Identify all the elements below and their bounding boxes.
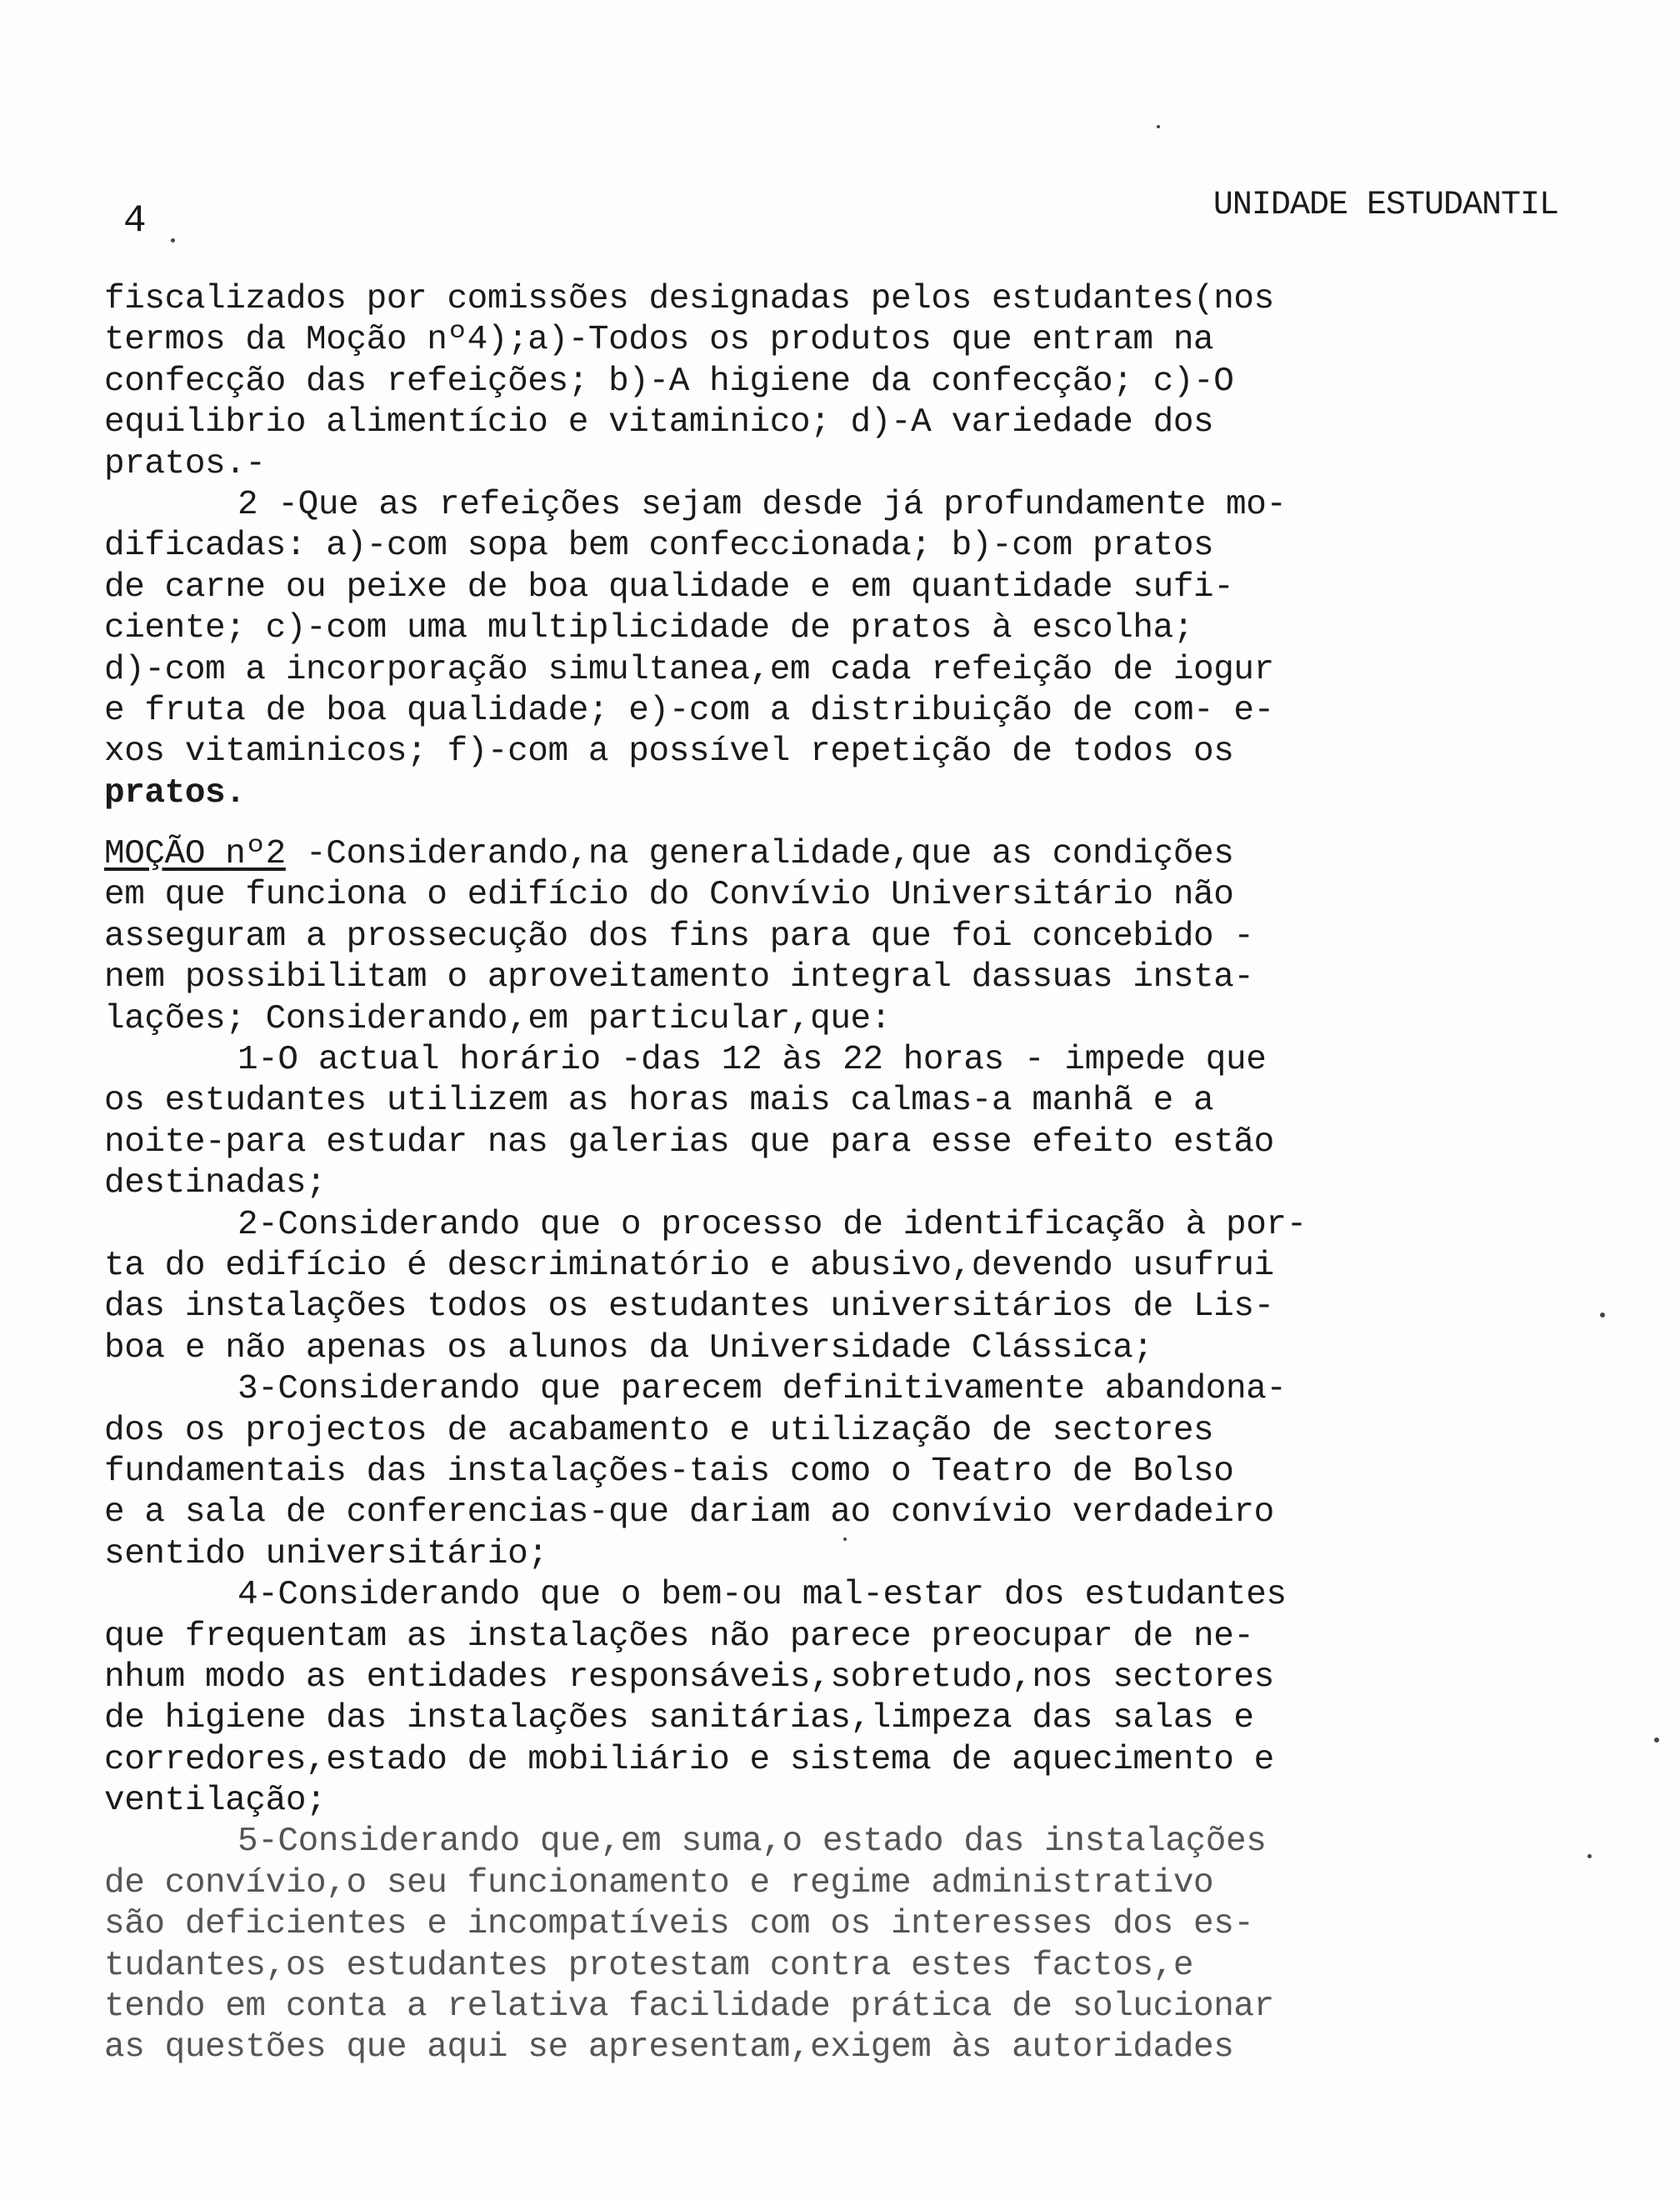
body-text bbox=[104, 279, 1604, 2069]
motion-heading: MOÇÃO nº2 bbox=[104, 835, 286, 874]
text-line: d)-com a incorporação simultanea,em cada refeição de iogur bbox=[104, 650, 1274, 689]
text-line: sentido universitário; bbox=[104, 1534, 548, 1573]
text-line: de convívio,o seu funcionamento e regime administrativo bbox=[104, 1863, 1214, 1902]
text-line: 2 -Que as refeições sejam desde já profundamente mo- bbox=[238, 485, 1287, 524]
text-line: são deficientes e incompatíveis com os interesses dos es- bbox=[104, 1905, 1254, 1944]
text-line: e a sala de conferencias-que dariam ao convívio verdadeiro bbox=[104, 1493, 1274, 1532]
text-line: 5-Considerando que,em suma,o estado das instalações bbox=[238, 1822, 1267, 1862]
text-line: ciente; c)-com uma multiplicidade de pratos à escolha; bbox=[104, 609, 1194, 648]
running-head: UNIDADE ESTUDANTIL bbox=[1212, 187, 1558, 224]
text-line: fundamentais das instalações-tais como o Teatro de Bolso bbox=[104, 1452, 1234, 1491]
scan-speck bbox=[1600, 1312, 1605, 1318]
scan-speck bbox=[843, 1538, 847, 1541]
text-line: 1-O actual horário -das 12 às 22 horas - impede que bbox=[238, 1041, 1267, 1080]
scan-speck bbox=[171, 238, 175, 242]
text-line: que frequentam as instalações não parece preocupar de ne- bbox=[104, 1617, 1254, 1656]
text-line: 2-Considerando que o processo de identificação à por- bbox=[238, 1205, 1307, 1244]
text-line: asseguram a prossecução dos fins para que foi concebido - bbox=[104, 917, 1254, 956]
scan-speck bbox=[1654, 1738, 1659, 1742]
text-line: dificadas: a)-com sopa bem confeccionada; b)-com pratos bbox=[104, 527, 1214, 566]
text-line: as questões que aqui se apresentam,exigem às autoridades bbox=[104, 2028, 1234, 2068]
text-line: corredores,estado de mobiliário e sistema de aquecimento e bbox=[104, 1740, 1274, 1779]
section-continuation bbox=[104, 279, 1604, 814]
text-line: tudantes,os estudantes protestam contra estes factos,e bbox=[104, 1946, 1194, 1985]
text-line: de carne ou peixe de boa qualidade e em quantidade sufi- bbox=[104, 568, 1234, 607]
text-line: nhum modo as entidades responsáveis,sobretudo,nos sectores bbox=[104, 1658, 1274, 1697]
text-line: termos da Moção nº4);a)-Todos os produtos que entram na bbox=[104, 321, 1214, 360]
text-line: os estudantes utilizem as horas mais calmas-a manhã e a bbox=[104, 1082, 1214, 1121]
text-line: destinadas; bbox=[104, 1164, 327, 1203]
text-line: ta do edifício é descriminatório e abusivo,devendo usufrui bbox=[104, 1246, 1274, 1285]
text-line: dos os projectos de acabamento e utilização de sectores bbox=[104, 1411, 1214, 1450]
scan-speck bbox=[1588, 1854, 1592, 1858]
text-line: confecção das refeições; b)-A higiene da confecção; c)-O bbox=[104, 362, 1234, 401]
text-line: xos vitaminicos; f)-com a possível repetição de todos os bbox=[104, 732, 1234, 772]
text-line: lações; Considerando,em particular,que: bbox=[104, 999, 891, 1038]
text-line: 3-Considerando que parecem definitivamente abandona- bbox=[238, 1370, 1287, 1409]
text-line: boa e não apenas os alunos da Universidade Clássica; bbox=[104, 1328, 1153, 1368]
text-line: de higiene das instalações sanitárias,limpeza das salas e bbox=[104, 1699, 1254, 1738]
text-line: das instalações todos os estudantes universitários de Lis- bbox=[104, 1288, 1274, 1327]
text-line: em que funciona o edifício do Convívio Universitário não bbox=[104, 876, 1234, 915]
text-line: pratos.- bbox=[104, 444, 266, 483]
page-header bbox=[0, 0, 1680, 250]
scan-speck bbox=[1157, 125, 1160, 128]
page-number: 4 bbox=[123, 199, 147, 242]
text-line: ventilação; bbox=[104, 1782, 327, 1821]
text-line: equilibrio alimentício e vitaminico; d)-A variedade dos bbox=[104, 403, 1214, 442]
motion-heading-continuation: -Considerando,na generalidade,que as condições bbox=[285, 835, 1234, 874]
text-line: e fruta de boa qualidade; e)-com a distribuição de com- e- bbox=[104, 691, 1274, 730]
text-line: 4-Considerando que o bem-ou mal-estar dos estudantes bbox=[238, 1576, 1287, 1615]
text-line: pratos. bbox=[104, 773, 246, 812]
motion-2 bbox=[104, 834, 1604, 2069]
text-line: nem possibilitam o aproveitamento integral dassuas insta- bbox=[104, 958, 1254, 998]
text-line: noite-para estudar nas galerias que para esse efeito estão bbox=[104, 1122, 1274, 1162]
text-line: fiscalizados por comissões designadas pelos estudantes(nos bbox=[104, 280, 1274, 318]
motion-2-first-line bbox=[104, 834, 1604, 875]
text-line: tendo em conta a relativa facilidade prática de solucionar bbox=[104, 1988, 1274, 2027]
